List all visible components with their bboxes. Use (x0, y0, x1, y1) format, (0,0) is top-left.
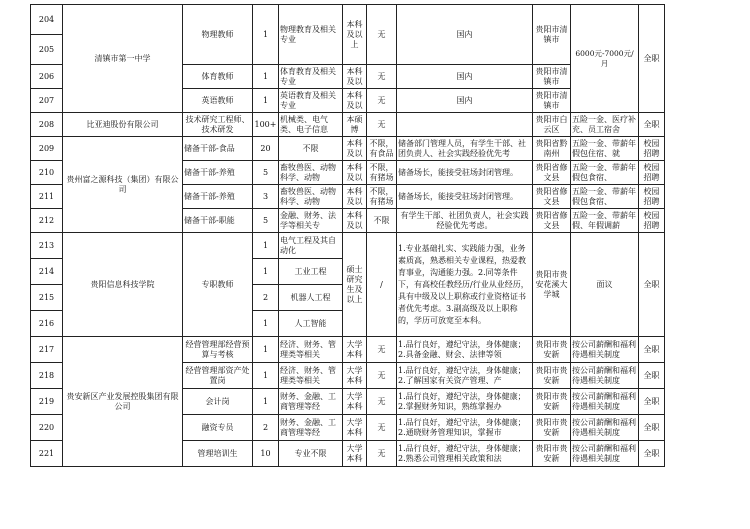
professional-title: 无 (367, 337, 397, 363)
employment-type: 全职 (639, 337, 665, 363)
row-number: 209 (31, 137, 63, 161)
major: 工业工程 (279, 259, 343, 285)
work-location: 贵阳市贵安新 (533, 415, 571, 441)
job-title: 体育教师 (183, 65, 253, 89)
major: 畜牧兽医、动物科学、动物 (279, 185, 343, 209)
blank-column (665, 363, 721, 389)
blank-column (665, 161, 721, 185)
education: 本科及以 (343, 185, 367, 209)
row-number: 208 (31, 113, 63, 137)
major: 人工智能 (279, 311, 343, 337)
professional-title: / (367, 233, 397, 337)
job-title: 经营管理部经营预算与考核 (183, 337, 253, 363)
work-location: 贵阳市贵安新 (533, 337, 571, 363)
row-number: 214 (31, 259, 63, 285)
employer-name: 比亚迪股份有限公司 (63, 113, 183, 137)
other-requirements: 国内 (397, 89, 533, 113)
professional-title: 无 (367, 113, 397, 137)
salary: 6000元-7000元/月 (571, 5, 639, 113)
major: 不限 (279, 137, 343, 161)
work-location: 贵阳省修文县 (533, 161, 571, 185)
work-location: 贵阳市贵安新 (533, 363, 571, 389)
education: 本科及以 (343, 65, 367, 89)
salary: 五险一金、带薪年假包食宿、 (571, 161, 639, 185)
job-title: 技术研究工程师、技术研发 (183, 113, 253, 137)
headcount: 5 (253, 161, 279, 185)
education: 大学本科 (343, 415, 367, 441)
headcount: 20 (253, 137, 279, 161)
other-requirements: 1.品行良好，遵纪守法，身体健康；2.通晓财务管理知识，掌握市 (397, 415, 533, 441)
table-row (31, 337, 721, 363)
major: 电气工程及其自动化 (279, 233, 343, 259)
salary: 按公司薪酬和福利待遇相关制度 (571, 441, 639, 467)
other-requirements: 1.品行良好，遵纪守法，身体健康；2.具备金融、财会、法律等领 (397, 337, 533, 363)
headcount: 3 (253, 185, 279, 209)
other-requirements: 1.品行良好，遵纪守法，身体健康；2.了解国家有关资产管理、产 (397, 363, 533, 389)
work-location: 贵阳市清镇市 (533, 65, 571, 89)
job-title: 储备干部-养殖 (183, 161, 253, 185)
other-requirements: 1.品行良好，遵纪守法，身体健康；2.熟悉公司管理相关政策和法 (397, 441, 533, 467)
education: 大学本科 (343, 389, 367, 415)
headcount: 1 (253, 65, 279, 89)
table-row (31, 5, 721, 35)
headcount: 10 (253, 441, 279, 467)
professional-title: 不限，有猪场 (367, 161, 397, 185)
other-requirements: 国内 (397, 5, 533, 65)
recruitment-table (30, 4, 721, 467)
blank-column (665, 5, 721, 113)
row-number: 204 (31, 5, 63, 35)
headcount: 100+ (253, 113, 279, 137)
employment-type: 全职 (639, 233, 665, 337)
salary: 按公司薪酬和福利待遇相关制度 (571, 337, 639, 363)
employer-name: 贵州富之源科技（集团）有限公司 (63, 137, 183, 233)
headcount: 1 (253, 311, 279, 337)
education: 本科及以 (343, 89, 367, 113)
blank-column (665, 441, 721, 467)
professional-title: 不限 (367, 209, 397, 233)
employer-name: 贵安新区产业发展控股集团有限公司 (63, 337, 183, 467)
headcount: 2 (253, 285, 279, 311)
other-requirements (397, 113, 533, 137)
row-number: 216 (31, 311, 63, 337)
work-location: 贵阳省修文县 (533, 185, 571, 209)
education: 大学本科 (343, 337, 367, 363)
salary: 五险一金、带薪年假、年假调薪 (571, 209, 639, 233)
work-location: 贵阳省黔南州 (533, 137, 571, 161)
job-title: 储备干部-养殖 (183, 185, 253, 209)
major: 机械类、电气类、电子信息 (279, 113, 343, 137)
employment-type: 全职 (639, 363, 665, 389)
job-title: 物理教师 (183, 5, 253, 65)
salary: 五险一金、医疗补充、员工宿舍 (571, 113, 639, 137)
job-title: 管理培训生 (183, 441, 253, 467)
employer-name: 清镇市第一中学 (63, 5, 183, 113)
blank-column (665, 137, 721, 161)
job-title: 经营管理部资产处置岗 (183, 363, 253, 389)
major: 体育教育及相关专业 (279, 65, 343, 89)
row-number: 211 (31, 185, 63, 209)
row-number: 215 (31, 285, 63, 311)
row-number: 210 (31, 161, 63, 185)
work-location: 贵阳市清镇市 (533, 5, 571, 65)
other-requirements: 有学生干部、社团负责人，社会实践经验优先考虑。 (397, 209, 533, 233)
headcount: 1 (253, 233, 279, 259)
blank-column (665, 185, 721, 209)
professional-title: 无 (367, 415, 397, 441)
salary: 五险一金、带薪年假包食宿、 (571, 185, 639, 209)
education: 本科及以 (343, 137, 367, 161)
work-location: 贵阳市贵安新 (533, 389, 571, 415)
headcount: 1 (253, 5, 279, 65)
major: 畜牧兽医、动物科学、动物 (279, 161, 343, 185)
job-title: 储备干部-职能 (183, 209, 253, 233)
professional-title: 无 (367, 89, 397, 113)
employment-type: 全职 (639, 5, 665, 113)
salary: 面议 (571, 233, 639, 337)
salary: 按公司薪酬和福利待遇相关制度 (571, 415, 639, 441)
education: 本科及以 (343, 209, 367, 233)
salary: 按公司薪酬和福利待遇相关制度 (571, 389, 639, 415)
other-requirements: 储备部门管理人员，有学生干部、社团负责人、社会实践经验优先考 (397, 137, 533, 161)
employment-type: 全职 (639, 415, 665, 441)
job-title: 融资专员 (183, 415, 253, 441)
employer-name: 贵阳信息科技学院 (63, 233, 183, 337)
professional-title: 无 (367, 5, 397, 65)
row-number: 207 (31, 89, 63, 113)
blank-column (665, 337, 721, 363)
professional-title: 无 (367, 65, 397, 89)
employment-type: 全职 (639, 441, 665, 467)
major: 物理教育及相关专业 (279, 5, 343, 65)
education: 本科及以 (343, 161, 367, 185)
headcount: 1 (253, 363, 279, 389)
work-location: 贵阳市贵安新 (533, 441, 571, 467)
major: 财务、金融、工商管理等经 (279, 389, 343, 415)
professional-title: 不限，有猪场 (367, 185, 397, 209)
education: 大学本科 (343, 363, 367, 389)
major: 机器人工程 (279, 285, 343, 311)
work-location: 贵阳省修文县 (533, 209, 571, 233)
headcount: 1 (253, 259, 279, 285)
table-row (31, 113, 721, 137)
blank-column (665, 113, 721, 137)
row-number: 205 (31, 35, 63, 65)
other-requirements: 储备场长，能接受驻场封闭管理。 (397, 161, 533, 185)
blank-column (665, 389, 721, 415)
row-number: 221 (31, 441, 63, 467)
work-location: 贵阳市白云区 (533, 113, 571, 137)
headcount: 5 (253, 209, 279, 233)
blank-column (665, 233, 721, 337)
professional-title: 无 (367, 441, 397, 467)
employment-type: 全职 (639, 389, 665, 415)
professional-title: 无 (367, 389, 397, 415)
major: 经济、财务、管理类等相关 (279, 363, 343, 389)
employment-type: 校园招聘 (639, 137, 665, 161)
blank-column (665, 415, 721, 441)
blank-column (665, 209, 721, 233)
major: 金融、财务、法学等相关专 (279, 209, 343, 233)
table-row (31, 233, 721, 259)
work-location: 贵阳市清镇市 (533, 89, 571, 113)
row-number: 218 (31, 363, 63, 389)
education: 本科及以上 (343, 5, 367, 65)
row-number: 220 (31, 415, 63, 441)
professional-title: 不限，有食品 (367, 137, 397, 161)
headcount: 1 (253, 337, 279, 363)
other-requirements: 储备场长，能接受驻场封闭管理。 (397, 185, 533, 209)
professional-title: 无 (367, 363, 397, 389)
job-title: 英语教师 (183, 89, 253, 113)
headcount: 1 (253, 89, 279, 113)
recruitment-table-page (30, 4, 720, 467)
salary: 五险一金、带薪年假包住宿、就 (571, 137, 639, 161)
table-row (31, 137, 721, 161)
job-title: 会计岗 (183, 389, 253, 415)
major: 经济、财务、管理类等相关 (279, 337, 343, 363)
row-number: 217 (31, 337, 63, 363)
job-title: 专职教师 (183, 233, 253, 337)
headcount: 2 (253, 415, 279, 441)
row-number: 212 (31, 209, 63, 233)
other-requirements: 国内 (397, 65, 533, 89)
education: 本硕博 (343, 113, 367, 137)
row-number: 219 (31, 389, 63, 415)
major: 英语教育及相关专业 (279, 89, 343, 113)
employment-type: 校园招聘 (639, 209, 665, 233)
row-number: 206 (31, 65, 63, 89)
row-number: 213 (31, 233, 63, 259)
education: 大学本科 (343, 441, 367, 467)
salary: 按公司薪酬和福利待遇相关制度 (571, 363, 639, 389)
other-requirements: 1.品行良好，遵纪守法，身体健康；2.掌握财务知识，熟练掌握办 (397, 389, 533, 415)
major: 财务、金融、工商管理等经 (279, 415, 343, 441)
headcount: 1 (253, 389, 279, 415)
employment-type: 校园招聘 (639, 185, 665, 209)
employment-type: 全职 (639, 113, 665, 137)
major: 专业不限 (279, 441, 343, 467)
other-requirements: 1.专业基础扎实、实践能力强，业务素质高，熟悉相关专业课程，热爱教育事业，沟通能力强。2.同等条件下，有高校任教经历/行业从业经历，具有中级及以上职称或行业资格证书者优先考虑。3.副高级及以上职称的，学历可放宽至本科。 (397, 233, 533, 337)
work-location: 贵阳市贵安花溪大学城 (533, 233, 571, 337)
education: 硕士研究生及以上 (343, 233, 367, 337)
employment-type: 校园招聘 (639, 161, 665, 185)
job-title: 储备干部-食品 (183, 137, 253, 161)
